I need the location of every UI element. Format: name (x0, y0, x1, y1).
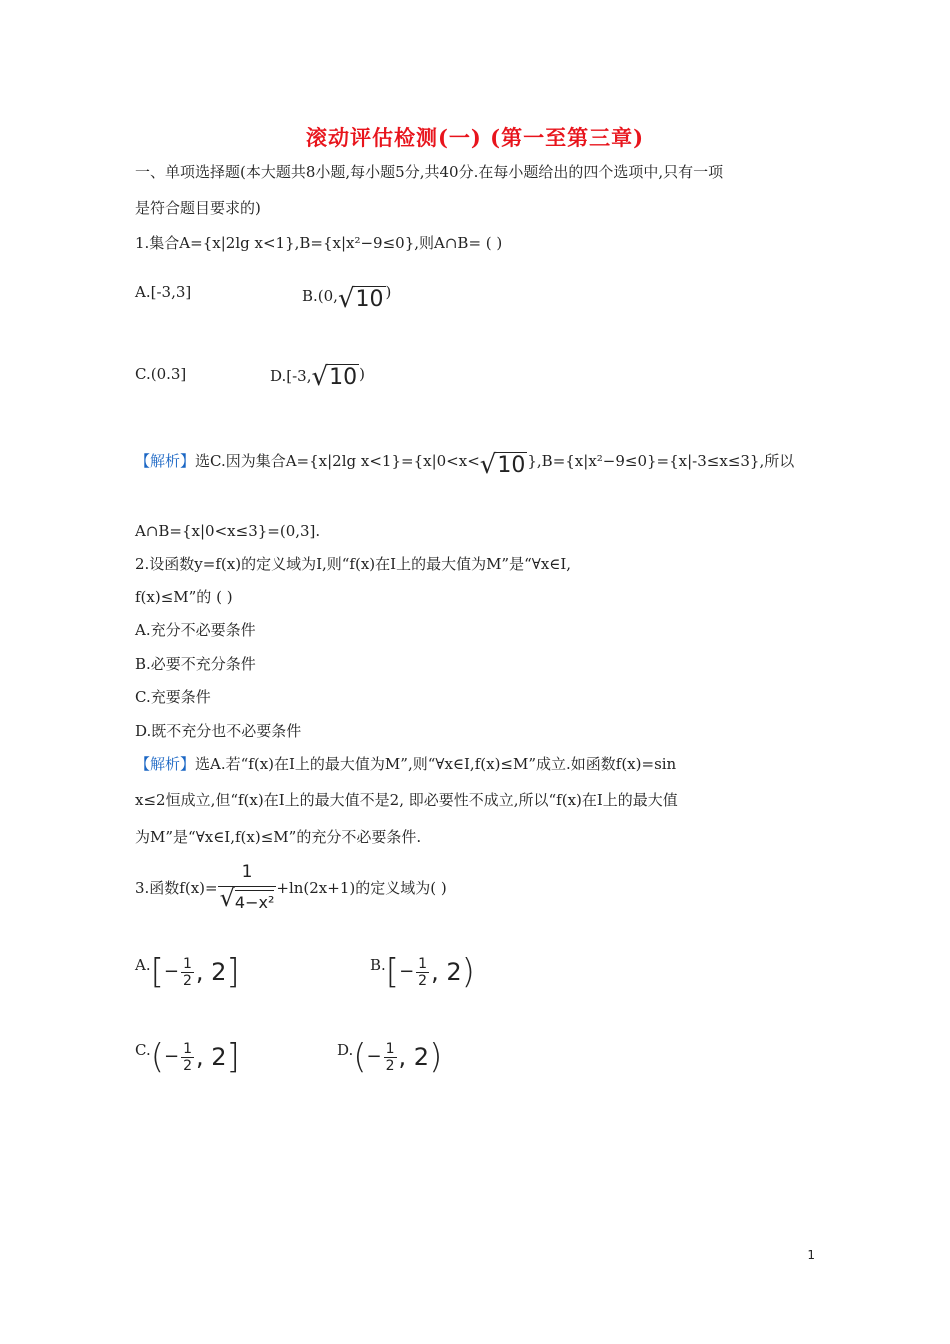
q1-analysis-part2: },B={x|x²−9≤0}={x|-3≤x≤3},所以 (527, 452, 795, 470)
q2-option-c: C.充要条件 (135, 688, 211, 706)
sqrt-radicand: 10 (497, 453, 526, 478)
q3-option-c (135, 1037, 240, 1077)
q3-option-b (370, 952, 475, 992)
q3-fraction-numerator: 1 (241, 862, 253, 882)
q2-analysis-line1 (135, 754, 676, 774)
q3-option-label: C. (135, 1041, 151, 1059)
q2-analysis-text1: 选A.若“f(x)在I上的最大值为M”,则“∀x∈I,f(x)≤M”成立.如函数f(x)=sin (195, 755, 677, 773)
q1-analysis-part1: 选C.因为集合A={x|2lg x<1}={x|0<x< (195, 452, 480, 470)
q1-analysis-line2: A∩B={x|0<x≤3}=(0,3]. (135, 522, 321, 540)
q3-option-interval: ( − $\frac{1}{2}$ , 2 ) (353, 1037, 443, 1077)
sqrt-10: √ 10 (337, 284, 384, 314)
q3-stem-prefix: 3.函数f(x)= (135, 878, 218, 897)
sqrt-10: √ 10 (311, 362, 358, 392)
sqrt-10: √ 10 (479, 450, 526, 480)
sqrt-radicand: 10 (355, 287, 384, 312)
q2-option-d: D.既不充分也不必要条件 (135, 722, 302, 740)
q1-option-d (270, 364, 365, 390)
q2-analysis-line2: x≤2恒成立,但“f(x)在I上的最大值不是2, 即必要性不成立,所以“f(x)在I上的最大值 (135, 791, 678, 809)
q3-fraction-denominator: √ 4−x² (219, 884, 275, 912)
q2-stem-line1: 2.设函数y=f(x)的定义域为I,则“f(x)在I上的最大值为M”是“∀x∈I, (135, 555, 572, 573)
q1-option-d-suffix: ) (359, 365, 365, 383)
section-heading-line2: 是符合题目要求的) (135, 199, 261, 217)
q3-fraction (218, 862, 277, 913)
q2-stem-line2: f(x)≤M”的 ( ) (135, 588, 233, 606)
q3-option-a (135, 952, 240, 992)
q3-stem (135, 862, 447, 913)
q3-stem-suffix: +ln(2x+1)的定义域为( ) (276, 878, 447, 897)
q1-option-c: C.(0.3] (135, 365, 187, 383)
q3-option-label: A. (135, 956, 151, 974)
q1-analysis (135, 446, 794, 478)
sqrt-radicand: 10 (329, 365, 358, 390)
q3-option-label: B. (370, 956, 386, 974)
analysis-tag: 【解析】 (135, 755, 196, 773)
q3-option-label: D. (337, 1041, 354, 1059)
q1-option-b-suffix: ) (385, 283, 392, 301)
q1-option-b-prefix: B.(0, (302, 287, 338, 305)
page-number: 1 (807, 1248, 815, 1262)
q3-option-interval: [ − $\frac{1}{2}$ , 2 ] (150, 952, 240, 992)
q3-option-interval: [ − $\frac{1}{2}$ , 2 ) (385, 952, 475, 992)
q3-option-d (337, 1037, 443, 1077)
q2-analysis-line3: 为M”是“∀x∈I,f(x)≤M”的充分不必要条件. (135, 828, 422, 846)
q3-option-interval: ( − $\frac{1}{2}$ , 2 ] (150, 1037, 240, 1077)
q1-option-d-prefix: D.[-3, (270, 367, 312, 385)
q1-option-b (302, 282, 391, 312)
q1-option-a: A.[-3,3] (135, 283, 192, 301)
section-heading-line1: 一、单项选择题(本大题共8小题,每小题5分,共40分.在每小题给出的四个选项中,只有一项 (135, 163, 724, 181)
q2-option-b: B.必要不充分条件 (135, 655, 256, 673)
q2-option-a: A.充分不必要条件 (135, 621, 256, 639)
analysis-tag: 【解析】 (135, 452, 196, 470)
document-title: 滚动评估检测(一) (第一至第三章) (305, 125, 645, 150)
q1-stem: 1.集合A={x|2lg x<1},B={x|x²−9≤0},则A∩B= ( ) (135, 234, 503, 252)
